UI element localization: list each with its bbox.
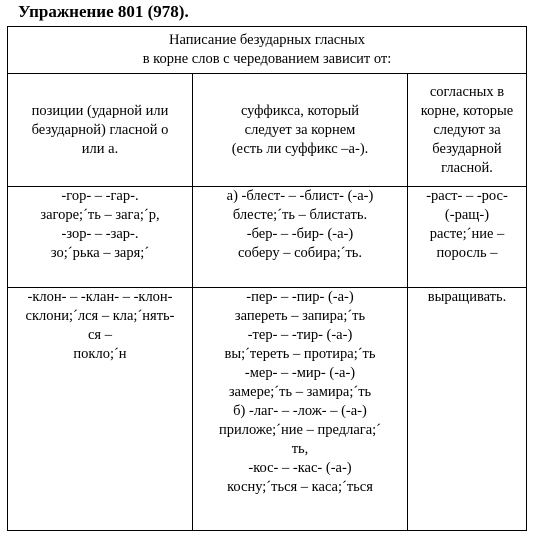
column-text: суффикса, который — [240, 102, 360, 119]
column-text: (есть ли суффикс –а-). — [231, 140, 369, 157]
example-line: -тер- – -тир- (-а-) — [247, 327, 353, 343]
examples2-suffix — [193, 288, 408, 531]
example-line: замере;´ть – замира;´ть — [228, 384, 372, 400]
rules-table — [7, 26, 527, 288]
examples2-consonants — [408, 288, 527, 531]
example-line: -бер- – -бир- (-а-) — [246, 226, 354, 242]
example-line: -клон- – -клан- – -клон- — [27, 289, 173, 305]
column-text: корне, которые — [420, 102, 514, 119]
column-text: или а. — [81, 140, 119, 157]
table-header — [8, 27, 527, 74]
example-line: ся – — [88, 327, 112, 343]
examples-position — [8, 187, 193, 288]
examples-row-2 — [8, 288, 527, 531]
example-line: склони;´лся – кла;´нять- — [25, 308, 175, 324]
examples2-position — [8, 288, 193, 531]
example-line: загоре;´ть – зага;´р, — [40, 207, 160, 223]
column-headers-row — [8, 74, 527, 187]
example-line: покло;´н — [73, 346, 127, 362]
column-text: безударной) гласной о — [31, 121, 169, 138]
example-line: -мер- – -мир- (-а-) — [244, 365, 356, 381]
column-position — [8, 74, 193, 187]
examples-row — [8, 187, 527, 288]
example-line: -раст- – -рос- — [426, 188, 508, 204]
column-text: следует за корнем — [244, 121, 356, 138]
examples-consonants — [408, 187, 527, 288]
column-text: гласной. — [441, 159, 493, 176]
example-line: (-ращ-) — [444, 207, 490, 223]
example-line: ть, — [291, 441, 309, 457]
column-text: согласных в — [429, 83, 505, 100]
example-line: запереть – запира;´ть — [234, 308, 366, 324]
example-line: поросль – — [436, 245, 498, 261]
example-line: -пер- – -пир- (-а-) — [246, 289, 354, 305]
example-line: расте;´ние – — [429, 226, 505, 242]
examples-suffix — [193, 187, 408, 288]
exercise-title: Упражнение 801 (978). — [18, 2, 189, 21]
example-line: -кос- – -кас- (-а-) — [248, 460, 352, 476]
column-consonants — [408, 74, 527, 187]
example-line: а) -блест- – -блист- (-а-) — [226, 188, 374, 204]
example-line: блесте;´ть – блистать. — [232, 207, 368, 223]
column-suffix — [193, 74, 408, 187]
table-header-row — [8, 27, 527, 74]
example-line: приложе;´ние – предлага;´ — [218, 422, 381, 438]
example-line: соберу – собира;´ть. — [237, 245, 363, 261]
column-text: позиции (ударной или — [31, 102, 169, 119]
example-line: вы;´тереть – протира;´ть — [224, 346, 376, 362]
header-line: в корне слов с чередованием зависит от: — [142, 51, 392, 67]
example-line: выращивать. — [427, 289, 507, 305]
example-line: косну;´ться – каса;´ться — [227, 479, 373, 495]
example-line: -зор- – -зар-. — [61, 226, 139, 242]
examples-table — [7, 287, 527, 531]
column-text: безударной — [432, 140, 502, 157]
header-line: Написание безударных гласных — [169, 32, 365, 48]
example-line: -гор- – -гар-. — [61, 188, 139, 204]
example-line: зо;´рька – заря;´ — [50, 245, 150, 261]
example-line: б) -лаг- – -лож- – (-а-) — [233, 403, 367, 419]
column-text: следуют за — [433, 121, 501, 138]
